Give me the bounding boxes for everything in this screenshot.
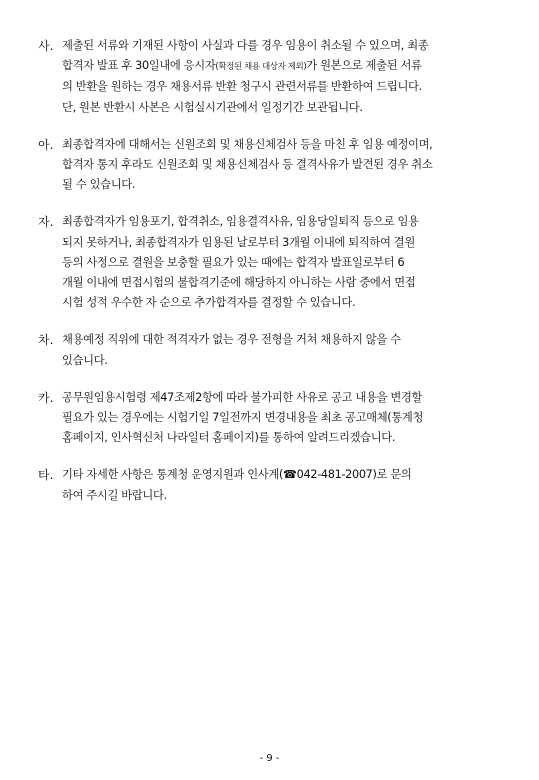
notice-item-a [38,135,518,196]
item-line-tail: 가 원본으로 제출된 서류 [306,59,422,73]
notice-item-cha [38,330,518,370]
item-line: 있습니다. [62,353,108,367]
item-line: 하여 주시길 바랍니다. [62,488,167,502]
item-line: 의 반환을 원하는 경우 채용서류 반환 청구시 관련서류를 반환하여 드립니다. [62,80,422,94]
notice-list [38,36,518,523]
item-text [62,212,518,313]
notice-item-ta [38,465,518,505]
item-line: 최종합격자에 대해서는 신원조회 및 채용신체검사 등을 마친 후 임용 예정이며, [62,137,433,151]
item-text [62,330,518,370]
notice-item-ja [38,212,518,313]
item-line: 채용예정 직위에 대한 적격자가 없는 경우 전형을 거쳐 채용하지 않을 수 [62,333,401,347]
item-line: 합격자 통지 후라도 신원조회 및 채용신체검사 등 결격사유가 발견된 경우 취소 [62,158,433,172]
page-number: - 9 - [259,753,280,764]
item-marker: 자. [38,215,54,230]
item-line-note: (확정된 채용 대상자 제외) [215,62,307,73]
item-line: 최종합격자가 임용포기, 합격취소, 임용결격사유, 임용당일퇴직 등으로 임용 [62,215,419,229]
item-marker: 차. [38,333,54,348]
item-line: 홈페이지, 인사혁신처 나라일터 홈페이지)를 통하여 알려드리겠습니다. [62,431,396,445]
item-line: 제출된 서류와 기재된 사항이 사실과 다를 경우 임용이 취소될 수 있으며, 최종 [62,39,429,52]
item-line: 개월 이내에 면접시험의 불합격기준에 해당하지 아니하는 사람 중에서 면접 [62,276,416,290]
item-line-head: 합격자 발표 후 30일내에 응시자 [62,59,216,73]
item-line-with-note [62,56,518,77]
item-line: 공무원임용시험령 제47조제2항에 따라 불가피한 사유로 공고 내용을 변경할 [62,390,423,404]
item-line: 등의 사정으로 결원을 보충할 필요가 있는 때에는 합격자 발표일로부터 6 [62,255,405,269]
item-line: 될 수 있습니다. [62,178,136,192]
item-marker: 타. [38,468,54,483]
item-text [62,36,518,118]
item-line: 기타 자세한 사항은 통계청 운영지원과 인사계(☎042-481-2007)로 문의 [62,468,412,482]
notice-item-ka [38,388,518,449]
item-line: 되지 못하거나, 최종합격자가 임용된 날로부터 3개월 이내에 퇴직하여 결원 [62,235,415,249]
item-line: 단, 원본 반환시 사본은 시험실시기관에서 일정기간 보관됩니다. [62,100,363,114]
item-text [62,465,518,505]
item-line: 필요가 있는 경우에는 시험기일 7일전까지 변경내용을 최초 공고매체(통계청 [62,411,424,425]
item-text [62,388,518,449]
item-marker: 카. [38,390,54,405]
item-text [62,135,518,196]
item-marker: 아. [38,137,54,152]
item-line: 시험 성적 우수한 자 순으로 추가합격자를 결정할 수 있습니다. [62,296,356,310]
notice-item-sa [38,36,518,118]
item-marker: 사. [38,39,54,53]
